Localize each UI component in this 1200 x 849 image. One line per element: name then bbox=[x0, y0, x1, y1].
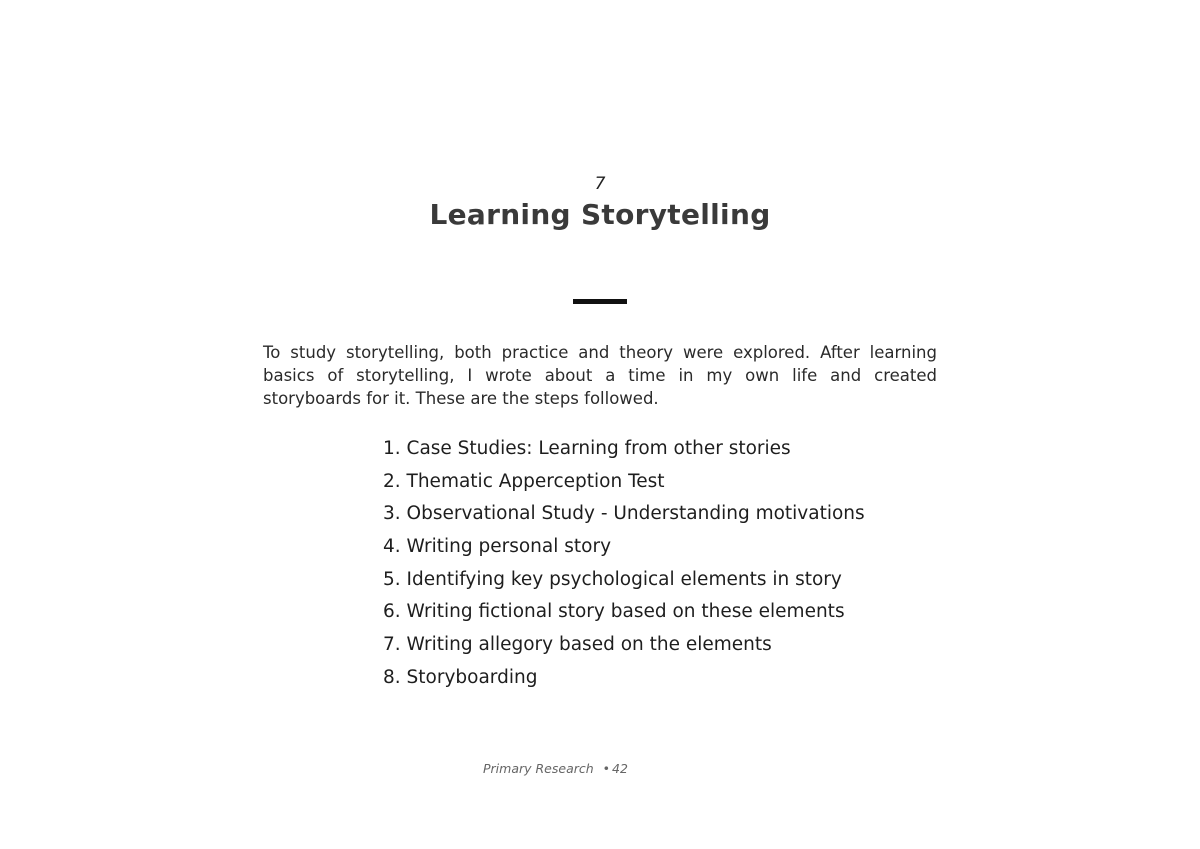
footer-separator: • bbox=[602, 761, 611, 776]
page-footer bbox=[483, 761, 628, 776]
chapter-number: 7 bbox=[594, 174, 606, 194]
step-item: 2. Thematic Apperception Test bbox=[383, 470, 665, 492]
steps-list bbox=[383, 436, 943, 698]
step-item: 8. Storyboarding bbox=[383, 666, 538, 688]
page-number: 42 bbox=[612, 761, 628, 776]
footer-section-label: Primary Research bbox=[483, 761, 594, 776]
step-item: 7. Writing allegory based on the elements bbox=[383, 634, 772, 656]
step-item: 6. Writing fictional story based on these elements bbox=[383, 601, 845, 623]
page-title: Learning Storytelling bbox=[429, 198, 771, 231]
title-divider bbox=[573, 299, 627, 304]
step-item: 5. Identifying key psychological elements in story bbox=[383, 568, 842, 590]
step-item: 3. Observational Study - Understanding motivations bbox=[383, 503, 865, 525]
intro-paragraph: To study storytelling, both practice and theory were explored. After learning basics of storytelling, I wrote about a time in my own life and created storyboards for it. These are the steps followed. bbox=[263, 343, 937, 408]
step-item: 4. Writing personal story bbox=[383, 536, 612, 558]
step-item: 1. Case Studies: Learning from other stories bbox=[383, 438, 791, 459]
